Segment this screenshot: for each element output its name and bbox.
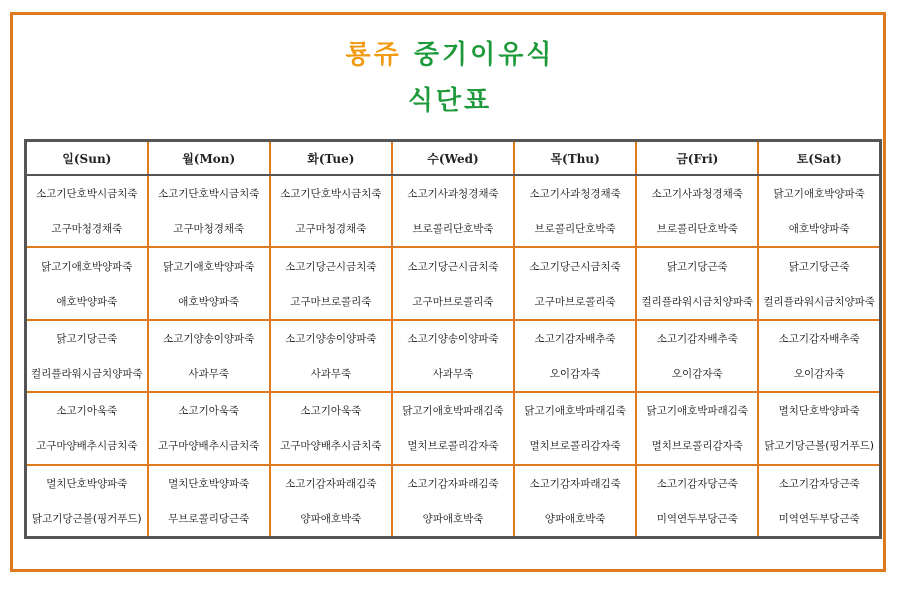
meal-item: 소고기당근시금치죽 xyxy=(529,260,621,273)
day-cell xyxy=(270,175,392,247)
meal-item: 사과무죽 xyxy=(432,367,474,380)
meal-list xyxy=(271,249,391,319)
title-menu-type: 중기이유식 xyxy=(413,40,555,70)
title-brand: 룡쥬 xyxy=(345,40,402,70)
week-row xyxy=(26,320,881,392)
meal-item: 소고기감자파래김죽 xyxy=(529,477,621,490)
weekday-header-row xyxy=(26,141,881,176)
meal-item: 닭고기애호박파래김죽 xyxy=(402,405,504,418)
day-cell xyxy=(758,247,880,319)
meal-list xyxy=(759,249,879,319)
meal-item: 고구마브로콜리죽 xyxy=(290,295,372,308)
day-cell xyxy=(26,465,148,538)
meal-item: 사과무죽 xyxy=(188,367,229,380)
day-cell xyxy=(514,175,636,247)
meal-item: 소고기단호박시금치죽 xyxy=(280,188,382,201)
meal-item: 컬리플라워시금치양파죽 xyxy=(31,367,143,380)
day-cell xyxy=(270,247,392,319)
meal-list xyxy=(149,393,269,463)
day-cell xyxy=(636,175,758,247)
day-cell xyxy=(270,320,392,392)
day-cell xyxy=(758,465,880,538)
day-cell xyxy=(26,247,148,319)
meal-item: 소고기단호박시금치죽 xyxy=(36,188,138,201)
meal-list xyxy=(149,321,269,391)
meal-item: 브로콜리단호박죽 xyxy=(412,223,494,236)
meal-item: 소고기양송이양파죽 xyxy=(285,332,377,345)
meal-item: 닭고기당근죽 xyxy=(666,260,728,273)
meal-item: 애호박양파죽 xyxy=(56,295,118,308)
meal-list xyxy=(27,393,147,463)
meal-list xyxy=(393,176,513,246)
meal-list xyxy=(149,249,269,319)
meal-item: 소고기당근시금치죽 xyxy=(285,260,377,273)
day-cell xyxy=(636,392,758,464)
meal-list xyxy=(271,393,391,463)
day-cell xyxy=(392,320,514,392)
meal-list xyxy=(149,176,269,246)
day-cell xyxy=(26,175,148,247)
meal-item: 소고기감자배추죽 xyxy=(534,332,616,345)
day-cell xyxy=(270,392,392,464)
meal-item: 소고기아욱죽 xyxy=(56,405,118,418)
day-cell xyxy=(148,392,270,464)
day-cell xyxy=(636,247,758,319)
day-cell xyxy=(514,465,636,538)
day-cell xyxy=(758,320,880,392)
meal-list xyxy=(515,466,635,536)
meal-item: 닭고기당근볼(핑거푸드) xyxy=(764,440,874,453)
meal-item: 닭고기당근볼(핑거푸드) xyxy=(32,512,142,525)
meal-item: 컬리플라워시금치양파죽 xyxy=(641,295,754,308)
meal-item: 닭고기애호박파래김죽 xyxy=(524,405,626,418)
meal-item: 소고기아욱죽 xyxy=(178,405,240,418)
meal-list xyxy=(515,249,635,319)
weekday-header-0: 일(Sun) xyxy=(26,141,148,176)
meal-item: 소고기감자당근죽 xyxy=(778,477,860,490)
day-cell xyxy=(26,320,148,392)
meal-item: 소고기사과청경채죽 xyxy=(407,188,499,201)
weekday-header-5: 금(Fri) xyxy=(636,141,758,176)
day-cell xyxy=(270,465,392,538)
weekday-header-6: 토(Sat) xyxy=(758,141,880,176)
page-subtitle: 식단표 xyxy=(407,86,493,116)
meal-item: 닭고기애호박양파죽 xyxy=(163,260,255,273)
meal-item: 애호박양파죽 xyxy=(178,295,240,308)
meal-item: 고구마양배추시금치죽 xyxy=(157,440,260,453)
day-cell xyxy=(758,175,880,247)
meal-item: 고구마청경채죽 xyxy=(295,223,367,236)
meal-item: 컬리플라워시금치양파죽 xyxy=(763,295,875,308)
meal-list xyxy=(393,249,513,319)
meal-item: 무브로콜리당근죽 xyxy=(168,512,250,525)
meal-item: 닭고기당근죽 xyxy=(788,260,850,273)
meal-item: 소고기양송이양파죽 xyxy=(163,332,255,345)
meal-list xyxy=(271,321,391,391)
weekday-header-1: 월(Mon) xyxy=(148,141,270,176)
meal-list xyxy=(393,393,513,463)
day-cell xyxy=(392,247,514,319)
meal-list xyxy=(393,321,513,391)
meal-item: 소고기감자당근죽 xyxy=(656,477,738,490)
meal-item: 미역연두부당근죽 xyxy=(778,512,860,525)
meal-item: 브로콜리단호박죽 xyxy=(656,223,738,236)
meal-item: 양파애호박죽 xyxy=(422,512,484,525)
meal-item: 소고기사과청경채죽 xyxy=(651,188,743,201)
meal-item: 닭고기애호박파래김죽 xyxy=(646,405,748,418)
meal-list xyxy=(637,321,757,391)
meal-item: 오이감자죽 xyxy=(793,367,845,380)
meal-item: 소고기당근시금치죽 xyxy=(407,260,499,273)
day-cell xyxy=(148,320,270,392)
meal-list xyxy=(759,466,879,536)
meal-list xyxy=(515,321,635,391)
meal-item: 멸치브로콜리감자죽 xyxy=(529,440,621,453)
meal-item: 오이감자죽 xyxy=(671,367,723,380)
meal-item: 소고기단호박시금치죽 xyxy=(157,188,260,201)
day-cell xyxy=(148,465,270,538)
meal-list xyxy=(271,176,391,246)
meal-item: 멸치브로콜리감자죽 xyxy=(651,440,743,453)
meal-list xyxy=(637,249,757,319)
meal-list xyxy=(271,466,391,536)
meal-item: 고구마청경채죽 xyxy=(173,223,245,236)
meal-item: 멸치브로콜리감자죽 xyxy=(407,440,499,453)
meal-list xyxy=(515,176,635,246)
meal-item: 고구마청경채죽 xyxy=(51,223,123,236)
meal-item: 소고기감자배추죽 xyxy=(778,332,860,345)
meal-item: 고구마브로콜리죽 xyxy=(534,295,616,308)
day-cell xyxy=(636,320,758,392)
day-cell xyxy=(392,392,514,464)
meal-item: 소고기사과청경채죽 xyxy=(529,188,621,201)
meal-item: 소고기아욱죽 xyxy=(300,405,362,418)
weekday-header-3: 수(Wed) xyxy=(392,141,514,176)
meal-item: 멸치단호박양파죽 xyxy=(46,477,128,490)
meal-item: 소고기감자파래김죽 xyxy=(285,477,377,490)
day-cell xyxy=(514,392,636,464)
meal-list xyxy=(759,321,879,391)
meal-item: 미역연두부당근죽 xyxy=(656,512,738,525)
weekday-header-2: 화(Tue) xyxy=(270,141,392,176)
meal-item: 소고기감자배추죽 xyxy=(656,332,738,345)
meal-list xyxy=(759,176,879,246)
meal-item: 애호박양파죽 xyxy=(788,223,850,236)
meal-item: 소고기양송이양파죽 xyxy=(407,332,499,345)
day-cell xyxy=(148,175,270,247)
meal-item: 고구마브로콜리죽 xyxy=(412,295,494,308)
meal-list xyxy=(27,466,147,536)
meal-list xyxy=(637,466,757,536)
day-cell xyxy=(392,175,514,247)
meal-item: 멸치단호박양파죽 xyxy=(168,477,250,490)
day-cell xyxy=(636,465,758,538)
day-cell xyxy=(392,465,514,538)
meal-item: 소고기감자파래김죽 xyxy=(407,477,499,490)
day-cell xyxy=(148,247,270,319)
meal-list xyxy=(637,176,757,246)
week-row xyxy=(26,465,881,538)
meal-item: 사과무죽 xyxy=(310,367,352,380)
meal-list xyxy=(27,176,147,246)
meal-list xyxy=(27,249,147,319)
day-cell xyxy=(514,320,636,392)
meal-list xyxy=(515,393,635,463)
meal-list xyxy=(393,466,513,536)
weekday-header-4: 목(Thu) xyxy=(514,141,636,176)
page-title xyxy=(0,34,900,71)
day-cell xyxy=(26,392,148,464)
meal-list xyxy=(27,321,147,391)
meal-item: 닭고기애호박양파죽 xyxy=(773,188,865,201)
meal-item: 양파애호박죽 xyxy=(544,512,606,525)
meal-item: 고구마양배추시금치죽 xyxy=(36,440,138,453)
day-cell xyxy=(514,247,636,319)
day-cell xyxy=(758,392,880,464)
meal-list xyxy=(759,393,879,463)
meal-item: 양파애호박죽 xyxy=(300,512,362,525)
week-row xyxy=(26,175,881,247)
meal-item: 닭고기애호박양파죽 xyxy=(41,260,133,273)
meal-plan-body xyxy=(26,175,881,538)
meal-list xyxy=(637,393,757,463)
week-row xyxy=(26,392,881,464)
meal-item: 오이감자죽 xyxy=(549,367,601,380)
meal-plan-table xyxy=(24,139,882,539)
meal-item: 멸치단호박양파죽 xyxy=(778,405,860,418)
meal-item: 고구마양배추시금치죽 xyxy=(280,440,382,453)
meal-item: 브로콜리단호박죽 xyxy=(534,223,616,236)
meal-list xyxy=(149,466,269,536)
week-row xyxy=(26,247,881,319)
meal-item: 닭고기당근죽 xyxy=(56,332,118,345)
